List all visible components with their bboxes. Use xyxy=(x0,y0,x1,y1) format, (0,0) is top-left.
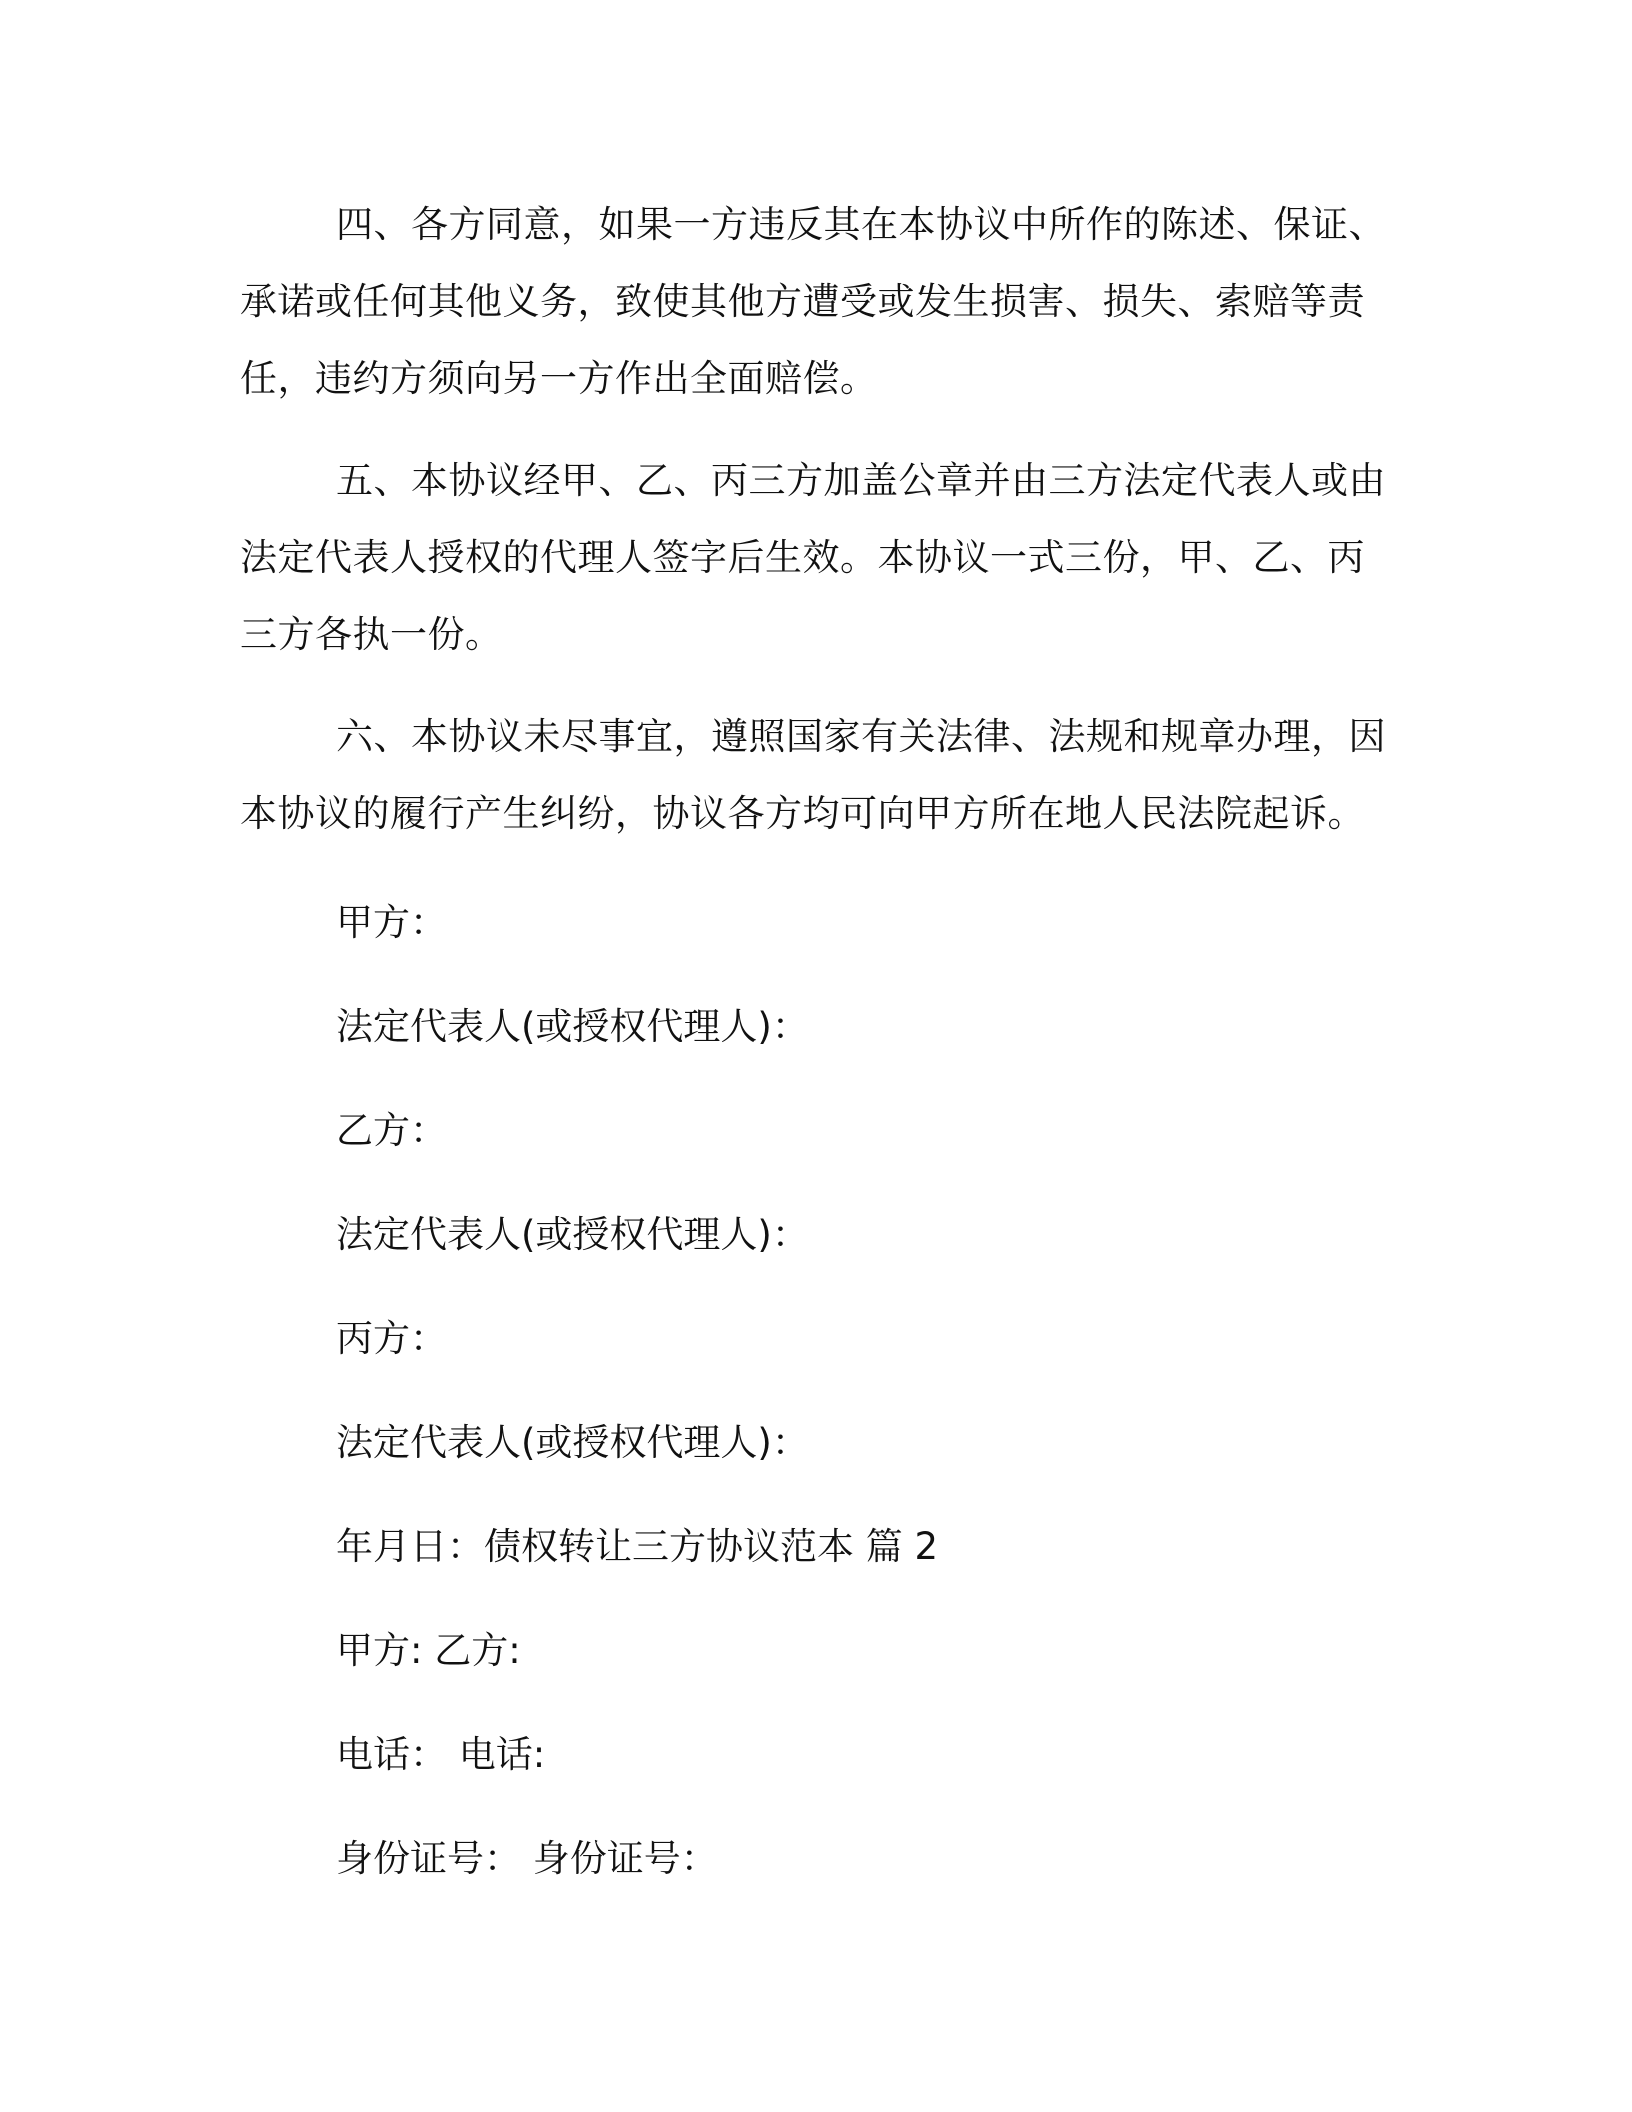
party-c-representative-line: 法定代表人(或授权代理人)： xyxy=(336,1421,809,1464)
document-content xyxy=(240,186,1400,1885)
clause-paragraph-4: 四、各方同意，如果一方违反其在本协议中所作的陈述、保证、承诺或任何其他义务，致使其他方遭受或发生损害、损失、索赔等责任，违约方须向另一方作出全面赔偿。 xyxy=(240,203,1386,400)
phone-line: 电话： 电话: xyxy=(336,1733,546,1776)
clause-paragraph-6: 六、本协议未尽事宜，遵照国家有关法律、法规和规章办理，因本协议的履行产生纠纷，协议各方均可向甲方所在地人民法院起诉。 xyxy=(240,715,1386,835)
party-a-representative-line: 法定代表人(或授权代理人)： xyxy=(336,1005,809,1048)
party-a-b-line: 甲方: 乙方: xyxy=(336,1629,521,1672)
date-and-title-line: 年月日：债权转让三方协议范本 篇 2 xyxy=(336,1525,939,1568)
signature-block xyxy=(240,897,1400,1885)
party-a-line: 甲方： xyxy=(336,901,447,944)
party-b-representative-line: 法定代表人(或授权代理人)： xyxy=(336,1213,809,1256)
id-number-line: 身份证号： 身份证号： xyxy=(336,1837,718,1880)
clause-paragraph-5: 五、本协议经甲、乙、丙三方加盖公章并由三方法定代表人或由法定代表人授权的代理人签字后生效。本协议一式三份，甲、乙、丙三方各执一份。 xyxy=(240,459,1386,656)
party-c-line: 丙方： xyxy=(336,1317,447,1360)
party-b-line: 乙方： xyxy=(336,1109,447,1152)
